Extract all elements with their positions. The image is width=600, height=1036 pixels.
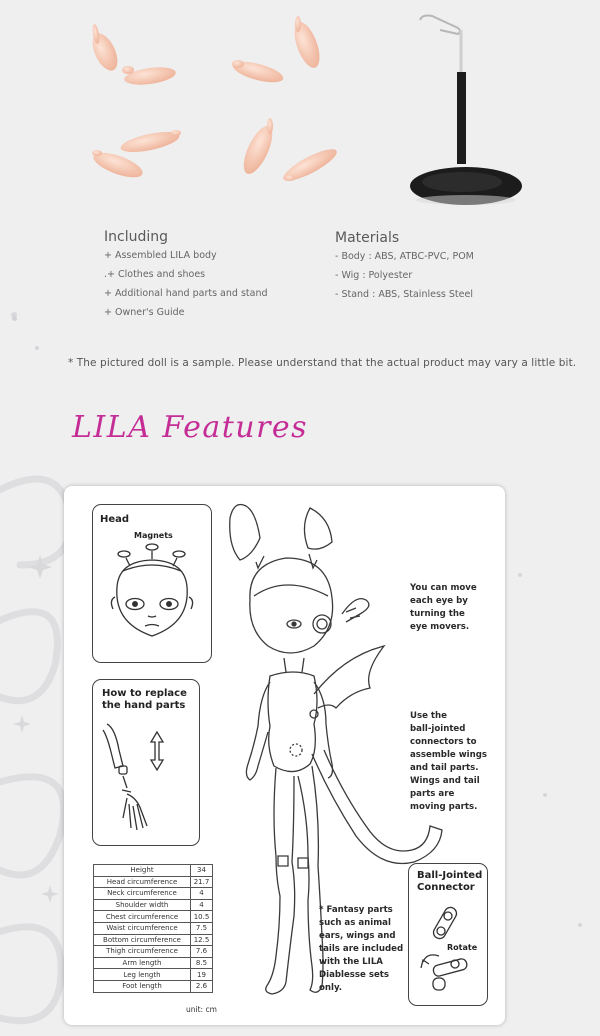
materials-title: Materials (335, 230, 400, 246)
hand-part-8 (280, 144, 340, 186)
connector-note-line: parts are (410, 789, 455, 799)
connector-note (410, 710, 487, 814)
spec-value: 4 (191, 899, 213, 911)
head-box-title: Head (100, 514, 130, 525)
spec-value: 34 (191, 865, 213, 877)
fantasy-note-line: only. (319, 983, 343, 993)
fantasy-note-line: ears, wings and (319, 931, 396, 941)
spec-value: 7.5 (191, 922, 213, 934)
doll-stand (410, 16, 522, 206)
spec-value: 12.5 (191, 934, 213, 946)
spec-value: 21.7 (191, 876, 213, 888)
eye-note-line: eye movers. (410, 622, 470, 632)
including-item: + Assembled LILA body (104, 250, 217, 261)
materials-item: - Stand : ABS, Stainless Steel (335, 289, 473, 300)
table-row (94, 957, 213, 969)
materials-list (335, 247, 474, 304)
wing (314, 646, 384, 708)
fantasy-note-line: with the LILA (319, 957, 383, 967)
spec-label: Arm length (94, 957, 191, 969)
including-title: Including (104, 229, 168, 245)
spec-label: Thigh circumference (94, 946, 191, 958)
doll-torso (268, 672, 317, 772)
connector-note-line: connectors to (410, 737, 477, 747)
table-row (94, 934, 213, 946)
hand-part-7 (238, 118, 278, 178)
fantasy-note-line: * Fantasy parts (319, 905, 393, 915)
spec-value: 10.5 (191, 911, 213, 923)
sample-disclaimer: * The pictured doll is a sample. Please understand that the actual product may vary a little bit. (68, 357, 577, 369)
hand-part-6 (90, 148, 145, 183)
including-item: .+ Clothes and shoes (104, 269, 206, 280)
table-row (94, 922, 213, 934)
hand-part-3 (231, 58, 285, 87)
hand-title-line1: How to replace (102, 688, 187, 699)
table-row (94, 980, 213, 992)
spec-label: Waist circumference (94, 922, 191, 934)
spec-label: Bottom circumference (94, 934, 191, 946)
including-list (104, 246, 268, 322)
including-item: + Owner's Guide (104, 307, 185, 318)
materials-section (335, 230, 474, 304)
hand-replace-illustration (93, 680, 199, 845)
features-title: LILA Features (72, 410, 309, 445)
materials-item: - Body : ABS, ATBC-PVC, POM (335, 251, 474, 262)
head-magnets-illustration (93, 505, 211, 662)
table-row (94, 946, 213, 958)
hand-replace-box (92, 679, 200, 846)
spec-label: Neck circumference (94, 888, 191, 900)
hand-part-1 (87, 24, 122, 75)
spec-label: Head circumference (94, 876, 191, 888)
eye-note-line: each eye by (410, 596, 468, 606)
unit-label: unit: cm (186, 1005, 217, 1014)
ball-joint-box (408, 863, 488, 1006)
connector-note-line: and tail parts. (410, 763, 479, 773)
table-row (94, 865, 213, 877)
title-dot-leader (382, 433, 600, 439)
table-row (94, 911, 213, 923)
spec-value: 8.5 (191, 957, 213, 969)
hand-part-4 (289, 16, 324, 71)
spec-value: 7.6 (191, 946, 213, 958)
features-diagram-card (64, 486, 505, 1025)
table-row (94, 969, 213, 981)
materials-item: - Wig : Polyester (335, 270, 413, 281)
hand-part-2 (122, 64, 177, 87)
doll-leg-left (266, 768, 295, 994)
fantasy-note-line: such as animal (319, 918, 391, 928)
eye-mover-note (410, 582, 477, 634)
doll-arm-left (246, 682, 270, 780)
connector-note-line: moving parts. (410, 802, 478, 812)
parts-illustration (0, 0, 600, 230)
cat-ear-right (304, 508, 332, 549)
eye-note-line: turning the (410, 609, 465, 619)
decor-dot (35, 346, 39, 350)
connector-note-line: assemble wings (410, 750, 487, 760)
table-row (94, 899, 213, 911)
including-item: + Additional hand parts and stand (104, 288, 268, 299)
head-box (92, 504, 212, 663)
hand-title-line2: the hand parts (102, 700, 186, 711)
connector-note-line: Use the (410, 711, 447, 721)
fantasy-parts-note (319, 904, 403, 995)
spec-label: Foot length (94, 980, 191, 992)
fantasy-note-line: tails are included (319, 944, 404, 954)
product-parts-photo (0, 0, 600, 230)
spec-label: Height (94, 865, 191, 877)
rotate-label: Rotate (447, 943, 478, 952)
spec-label: Shoulder width (94, 899, 191, 911)
connector-note-line: Wings and tail (410, 776, 480, 786)
doll-head (250, 558, 333, 653)
ball-joint-title-line2: Connector (417, 882, 475, 893)
spec-label: Chest circumference (94, 911, 191, 923)
size-spec-table (93, 864, 213, 993)
magnets-label: Magnets (134, 531, 173, 540)
spec-value: 2.6 (191, 980, 213, 992)
ball-joint-title-line1: Ball-Jointed (417, 870, 483, 881)
table-row (94, 888, 213, 900)
connector-note-line: ball-jointed (410, 724, 466, 734)
spec-value: 19 (191, 969, 213, 981)
hand-part-5 (119, 128, 181, 156)
ball-joint-illustration (409, 864, 487, 1005)
decor-dot (12, 316, 17, 321)
spec-label: Leg length (94, 969, 191, 981)
fantasy-note-line: Diablesse sets (319, 970, 390, 980)
table-row (94, 876, 213, 888)
including-section (104, 229, 268, 322)
eye-note-line: You can move (410, 583, 477, 593)
cat-ear-left (230, 505, 260, 561)
spec-value: 4 (191, 888, 213, 900)
